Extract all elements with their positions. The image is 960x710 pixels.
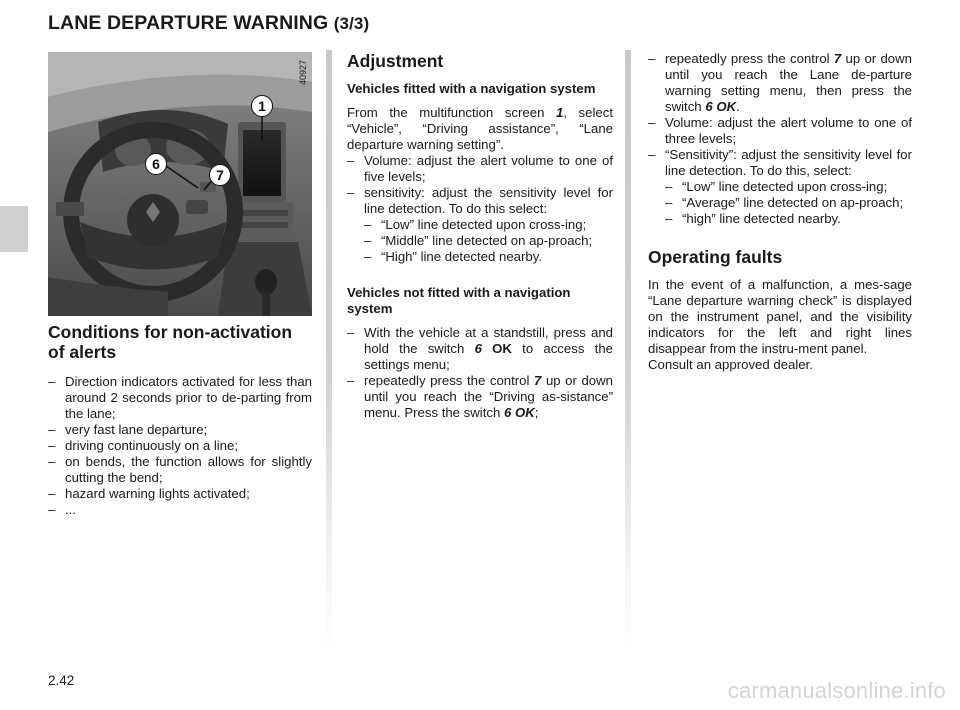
condition-item: – very fast lane departure; (48, 422, 312, 438)
right-column (648, 51, 912, 373)
callout-1: 1 (251, 95, 273, 117)
nonav-text: With the vehicle at a standstill, press and hold the switch (364, 325, 613, 356)
nonav-item (347, 373, 613, 421)
callout-6: 6 (145, 153, 167, 175)
ok-label: OK (716, 99, 737, 114)
sensitivity-option: – “High” line detected nearby. (364, 249, 613, 265)
nav-subheading: Vehicles fitted with a navigation system (347, 81, 596, 96)
adjustment-heading: Adjustment (347, 51, 444, 71)
page-title-text: LANE DEPARTURE WARNING (48, 12, 329, 34)
left-column (48, 322, 312, 518)
nav-intro-text: , select “Vehicle”, “Driving assistance”, “Lane departure warning setting”. (347, 105, 613, 152)
nav-volume-item: – Volume: adjust the alert volume to one of five levels; (347, 153, 613, 185)
condition-item: – on bends, the function allows for slightly cutting the bend; (48, 454, 312, 486)
screen-number: 1 (555, 105, 564, 120)
nav-intro (347, 105, 613, 153)
dashboard-illustration (48, 52, 312, 316)
ok-label: OK (515, 405, 535, 420)
control-number: 7 (833, 51, 842, 66)
operating-faults-text: In the event of a malfunction, a mes-sage “Lane departure warning check” is displayed on the instrument panel, and the visibility indicators for the left and right lines disappear from the instru-ment panel. (648, 277, 912, 356)
page-number: 2.42 (48, 673, 75, 688)
conditions-heading: Conditions for non-activation of alerts (48, 322, 293, 362)
operating-faults-heading: Operating faults (648, 247, 783, 267)
callout-7: 7 (209, 164, 231, 186)
section-tab (0, 206, 28, 252)
ok-label: OK (492, 341, 512, 356)
nav-sensitivity-text: sensitivity: adjust the sensitivity level for line detection. To do this select: (364, 185, 613, 216)
condition-item: – ... (48, 502, 312, 518)
condition-item: – hazard warning lights activated; (48, 486, 312, 502)
nonav-text: to access the settings menu; (364, 341, 613, 372)
settings-text: repeatedly press the control (665, 51, 834, 66)
settings-item: – Volume: adjust the alert volume to one of three levels; (648, 115, 912, 147)
figure-reference-code: 40927 (298, 60, 308, 86)
page-title (48, 12, 369, 35)
settings-text: . (736, 99, 740, 114)
watermark: carmanualsonline.info (727, 678, 946, 703)
dealer-note: Consult an approved dealer. (648, 357, 813, 372)
nav-sensitivity-options (364, 217, 613, 265)
condition-item: – Direction indicators activated for less than around 2 seconds prior to de-parting from the lane; (48, 374, 312, 422)
sensitivity-option: – “Low” line detected upon cross-ing; (364, 217, 613, 233)
sensitivity-option: – “high” line detected nearby. (665, 211, 912, 227)
settings-item (648, 51, 912, 115)
sensitivity-options (665, 179, 912, 227)
dashboard-photo (48, 52, 312, 316)
condition-item: – driving continuously on a line; (48, 438, 312, 454)
sensitivity-option: – “Middle” line detected on ap-proach; (364, 233, 613, 249)
middle-column (347, 51, 613, 421)
control-number: 7 (534, 373, 542, 388)
nonav-text: ; (534, 405, 539, 420)
settings-text: “Sensitivity”: adjust the sensitivity level for line detection. To do this, select: (665, 147, 912, 178)
settings-item (648, 147, 912, 227)
nav-intro-text: From the multifunction screen (347, 105, 556, 120)
sensitivity-option: – “Low” line detected upon cross-ing; (665, 179, 912, 195)
settings-text: up or down until you reach the Lane de-parture warning setting menu, then press the switch (665, 51, 913, 114)
column-divider-right (625, 50, 631, 650)
sensitivity-option: – “Average” line detected on ap-proach; (665, 195, 912, 211)
nonav-text: repeatedly press the control (364, 373, 535, 388)
page-title-part: (3/3) (333, 14, 370, 33)
switch-number: 6 (474, 341, 482, 356)
nonav-text: up or down until you reach the “Driving as-sistance” menu. Press the switch (364, 373, 613, 420)
switch-number: 6 (705, 99, 713, 114)
nav-sensitivity-item (347, 185, 613, 265)
nonav-item (347, 325, 613, 373)
nonav-subheading: Vehicles not fitted with a navigation system (347, 285, 571, 316)
switch-number: 6 (504, 405, 512, 420)
column-divider-left (326, 50, 332, 650)
